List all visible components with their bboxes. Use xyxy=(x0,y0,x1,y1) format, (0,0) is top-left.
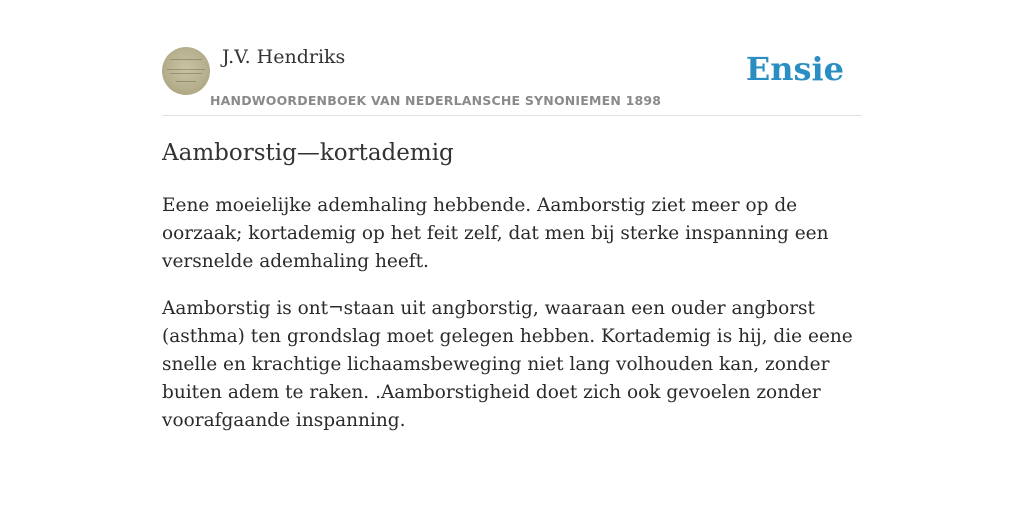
source-title[interactable]: HANDWOORDENBOEK VAN NEDERLANSCHE SYNONIEMEN 1898 xyxy=(210,93,662,108)
entry-header xyxy=(162,0,862,116)
entry-title: Aamborstig—kortademig xyxy=(162,140,454,166)
entry-paragraph: Eene moeielijke ademhaling hebbende. Aamborstig ziet meer op de oorzaak; kortademig op het feit zelf, dat men bij sterke inspanning een versnelde ademhaling heeft. xyxy=(162,195,829,272)
book-cover-thumbnail-icon[interactable] xyxy=(162,47,210,95)
page-container xyxy=(162,0,862,431)
entry-body xyxy=(162,192,862,454)
author-name[interactable]: J.V. Hendriks xyxy=(222,46,346,68)
entry-paragraph: Aamborstig is ont¬staan uit angborstig, waaraan een ouder angborst (asthma) ten grondslag moet gelegen hebben. Kortademig is hij, die eene snelle en krachtige lichaamsbeweging niet lang volhouden kan, zonder buiten adem te raken. .Aamborstigheid doet zich ook gevoelen zonder voorafgaande inspanning. xyxy=(162,298,853,431)
ensie-logo[interactable]: Ensie xyxy=(745,50,844,88)
